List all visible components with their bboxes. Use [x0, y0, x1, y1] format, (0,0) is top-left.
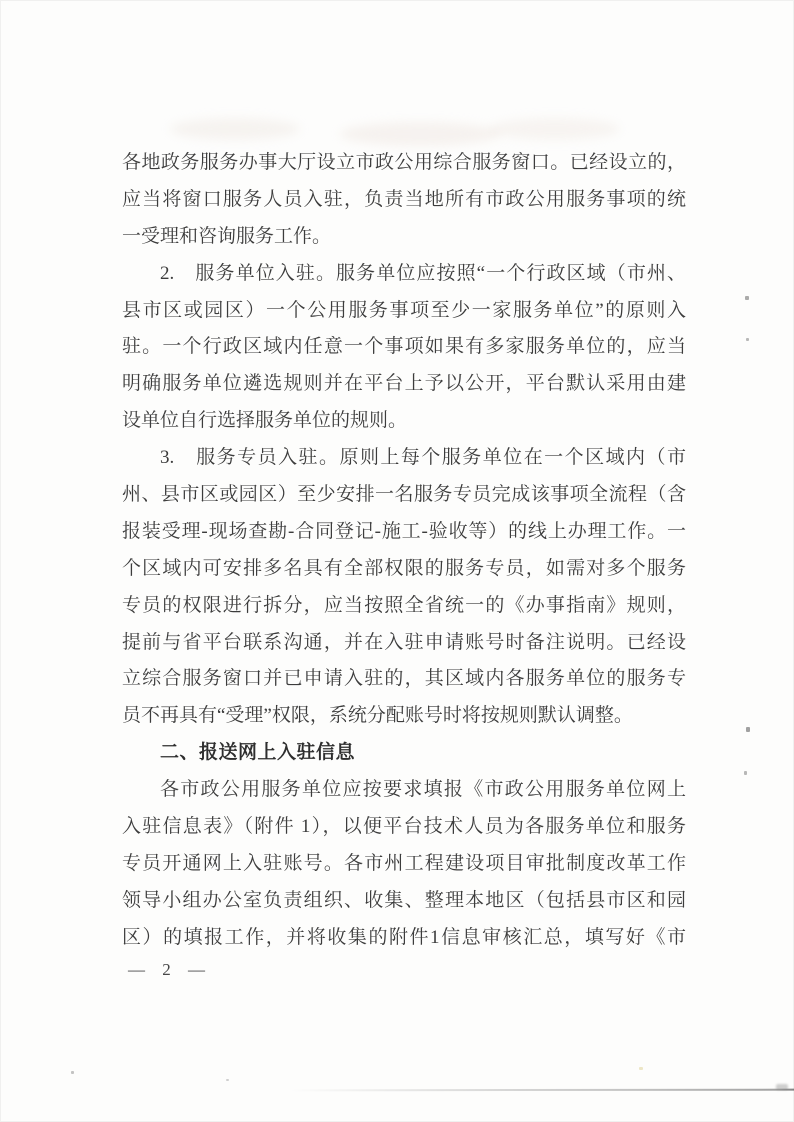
text-line: 3. 服务专员入驻。原则上每个服务单位在一个区域内（市	[160, 447, 686, 469]
text-line: 各地政务服务办事大厅设立市政公用综合服务窗口。已经设立的，	[122, 152, 686, 173]
scan-speck	[226, 1079, 229, 1081]
text-line: 州、县市区或园区）至少安排一名服务专员完成该事项全流程（含	[122, 484, 686, 506]
text-line: 提前与省平台联系沟通，并在入驻申请账号时备注说明。已经设	[122, 631, 686, 653]
scan-bleedthrough	[340, 122, 500, 146]
text-line: 专员的权限进行拆分，应当按照全省统一的《办事指南》规则，	[122, 594, 686, 616]
text-line: 应当将窗口服务人员入驻，负责当地所有市政公用服务事项的统	[122, 188, 686, 210]
scan-artifact-mark	[776, 1084, 788, 1090]
text-line: 立综合服务窗口并已申请入驻的，其区域内各服务单位的服务专	[122, 668, 686, 690]
text-line: 区）的填报工作，并将收集的附件1信息审核汇总，填写好《市	[122, 926, 686, 948]
scan-speck	[745, 296, 749, 300]
text-line: 驻。一个行政区域内任意一个事项如果有多家服务单位的，应当	[122, 336, 686, 358]
scan-bleedthrough	[170, 118, 300, 140]
section-heading: 二、报送网上入驻信息	[160, 742, 356, 764]
scan-speck	[744, 771, 747, 775]
page-number: — 2 —	[128, 960, 208, 979]
text-line: 设单位自行选择服务单位的规则。	[122, 410, 408, 432]
text-line: 报装受理-现场查勘-合同登记-施工-验收等）的线上办理工作。一	[122, 520, 686, 542]
text-line: 明确服务单位遴选规则并在平台上予以公开，平台默认采用由建	[122, 373, 686, 395]
text-line: 员不再具有“受理”权限，系统分配账号时将按规则默认调整。	[122, 705, 633, 727]
text-line: 县市区或园区）一个公用服务事项至少一家服务单位”的原则入	[122, 299, 686, 321]
scan-speck	[71, 1071, 74, 1074]
text-line: 各市政公用服务单位应按要求填报《市政公用服务单位网上	[160, 779, 686, 801]
text-line: 一受理和咨询服务工作。	[122, 225, 332, 247]
text-line: 领导小组办公室负责组织、收集、整理本地区（包括县市区和园	[122, 889, 686, 911]
text-line: 2. 服务单位入驻。服务单位应按照“一个行政区域（市州、	[160, 262, 686, 284]
scan-bleedthrough	[490, 118, 620, 140]
text-line: 入驻信息表》（附件 1），以便平台技术人员为各服务单位和服务	[122, 816, 686, 838]
scan-speck	[746, 727, 750, 732]
document-body	[122, 145, 686, 957]
scan-artifact-line	[290, 1089, 794, 1092]
scan-speck	[639, 1067, 643, 1070]
text-line: 专员开通网上入驻账号。各市州工程建设项目审批制度改革工作	[122, 852, 686, 874]
scan-speck	[746, 338, 749, 341]
text-line: 个区域内可安排多名具有全部权限的服务专员，如需对多个服务	[122, 557, 686, 579]
